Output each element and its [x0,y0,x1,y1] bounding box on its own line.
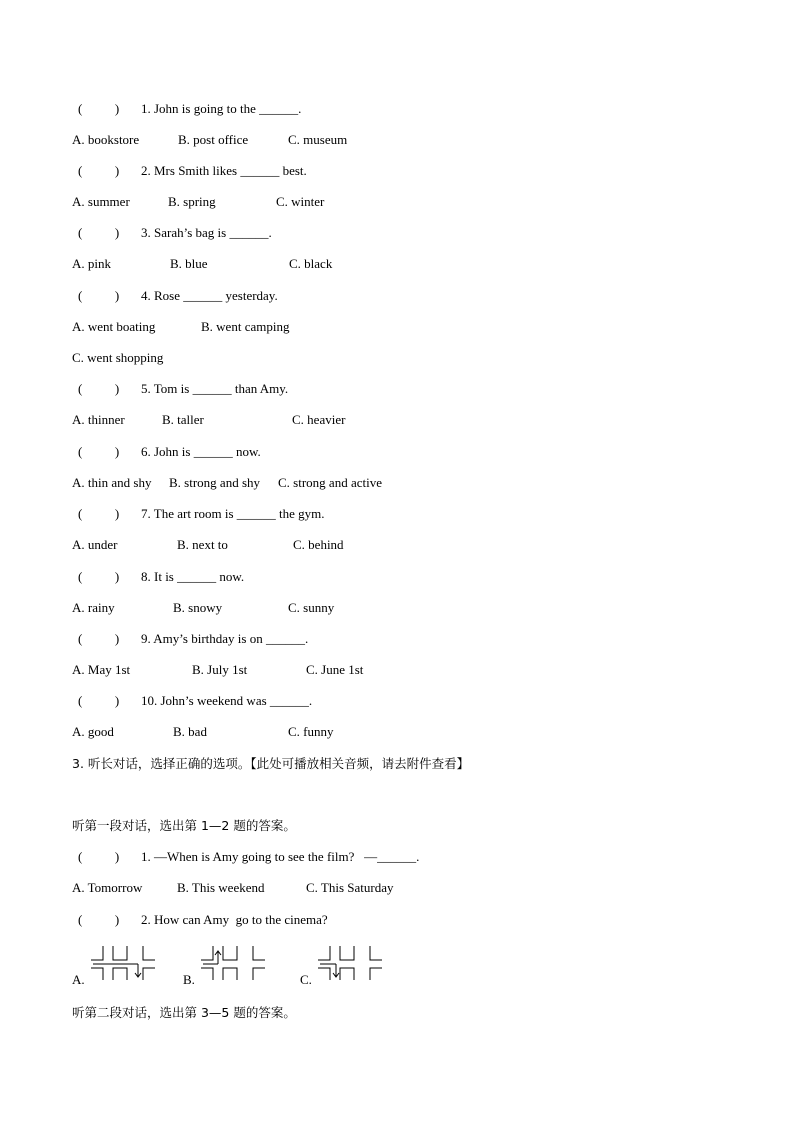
answer-blank[interactable]: ( ) [78,288,120,303]
option-b[interactable]: B. July 1st [192,662,248,677]
option-b[interactable]: B. bad [173,724,207,739]
option-a[interactable]: A. went boating [72,319,156,334]
route-map-c-icon[interactable] [318,942,386,982]
option-a[interactable]: A. good [72,724,114,739]
answer-blank[interactable]: ( ) [78,444,120,459]
option-c[interactable]: C. [300,972,312,987]
question-stem: 5. Tom is ______ than Amy. [141,381,289,396]
answer-blank[interactable]: ( ) [78,506,120,521]
option-c[interactable]: C. went shopping [72,350,164,365]
dialogue1-heading: 听第一段对话，选出第 1—2 题的答案。 [72,818,296,833]
option-a[interactable]: A. under [72,537,118,552]
question-stem: 7. The art room is ______ the gym. [141,506,325,521]
route-map-a-icon[interactable] [91,942,159,982]
option-b[interactable]: B. [183,972,195,987]
option-b[interactable]: B. went camping [201,319,290,334]
answer-blank[interactable]: ( ) [78,101,120,116]
option-c[interactable]: C. This Saturday [306,880,394,895]
route-map-b-icon[interactable] [201,942,269,982]
answer-blank[interactable]: ( ) [78,631,120,646]
option-a[interactable]: A. thin and shy [72,475,152,490]
answer-blank[interactable]: ( ) [78,569,120,584]
option-b[interactable]: B. strong and shy [169,475,260,490]
option-c[interactable]: C. heavier [292,412,346,427]
answer-blank[interactable]: ( ) [78,693,120,708]
option-a[interactable]: A. [72,972,85,987]
option-c[interactable]: C. black [289,256,333,271]
answer-blank[interactable]: ( ) [78,381,120,396]
option-c[interactable]: C. strong and active [278,475,382,490]
question-stem: 1. John is going to the ______. [141,101,302,116]
question-stem: 6. John is ______ now. [141,444,261,459]
question-stem: 2. How can Amy go to the cinema? [141,912,328,927]
option-c[interactable]: C. sunny [288,600,335,615]
option-b[interactable]: B. This weekend [177,880,265,895]
option-b[interactable]: B. spring [168,194,216,209]
option-a[interactable]: A. Tomorrow [72,880,143,895]
answer-blank[interactable]: ( ) [78,225,120,240]
option-c[interactable]: C. June 1st [306,662,364,677]
option-b[interactable]: B. blue [170,256,208,271]
section3-heading: 3. 听长对话，选择正确的选项。【此处可播放相关音频，请去附件查看】 [72,756,470,771]
option-a[interactable]: A. summer [72,194,130,209]
question-stem: 2. Mrs Smith likes ______ best. [141,163,307,178]
option-c[interactable]: C. winter [276,194,325,209]
dialogue2-heading: 听第二段对话，选出第 3—5 题的答案。 [72,1005,296,1020]
question-stem: 1. —When is Amy going to see the film? —______. [141,849,420,864]
answer-blank[interactable]: ( ) [78,849,120,864]
question-stem: 9. Amy’s birthday is on ______. [141,631,309,646]
option-a[interactable]: A. rainy [72,600,115,615]
option-b[interactable]: B. taller [162,412,204,427]
option-a[interactable]: A. bookstore [72,132,140,147]
option-a[interactable]: A. pink [72,256,111,271]
answer-blank[interactable]: ( ) [78,163,120,178]
question-stem: 3. Sarah’s bag is ______. [141,225,272,240]
option-a[interactable]: A. May 1st [72,662,131,677]
question-stem: 10. John’s weekend was ______. [141,693,313,708]
option-b[interactable]: B. next to [177,537,228,552]
option-c[interactable]: C. behind [293,537,344,552]
question-stem: 8. It is ______ now. [141,569,245,584]
question-stem: 4. Rose ______ yesterday. [141,288,278,303]
answer-blank[interactable]: ( ) [78,912,120,927]
option-b[interactable]: B. snowy [173,600,223,615]
option-b[interactable]: B. post office [178,132,249,147]
option-c[interactable]: C. museum [288,132,348,147]
option-a[interactable]: A. thinner [72,412,125,427]
option-c[interactable]: C. funny [288,724,334,739]
